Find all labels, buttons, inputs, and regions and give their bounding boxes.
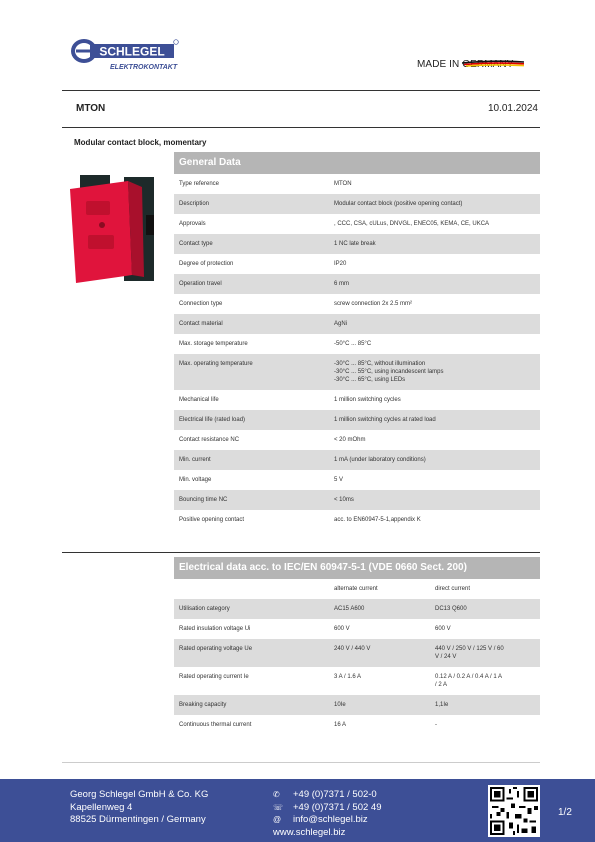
row-value-dc: - (435, 722, 437, 728)
section-divider (62, 552, 540, 553)
fax-icon: ☏ (273, 802, 284, 812)
table-row (174, 430, 540, 450)
product-image (66, 175, 158, 283)
page-number: 1/2 (558, 807, 572, 818)
table-row (174, 599, 540, 619)
doc-subtitle: Modular contact block, momentary (74, 138, 207, 147)
row-value: 1 million switching cycles at rated load (334, 417, 436, 423)
row-value-ac: 16 A (334, 722, 347, 728)
row-label: Continuous thermal current (179, 722, 252, 728)
table-row (174, 410, 540, 430)
general-data-rows (174, 174, 540, 530)
table-row (174, 214, 540, 234)
electrical-data-table (174, 557, 540, 735)
row-label: Bouncing time NC (179, 497, 228, 503)
table-row (174, 450, 540, 470)
row-value: acc. to EN60947-5-1,appendix K (334, 517, 421, 523)
row-label: Type reference (179, 181, 220, 187)
row-value: IP20 (334, 261, 347, 267)
row-label: Electrical life (rated load) (179, 417, 246, 423)
table-row (174, 695, 540, 715)
brand-name: SCHLEGEL (99, 44, 165, 59)
row-label: Max. operating temperature (179, 361, 253, 367)
row-label: Rated operating voltage Ue (179, 646, 253, 652)
doc-date: 10.01.2024 (487, 103, 538, 114)
table-row (174, 234, 540, 254)
table-row (174, 390, 540, 410)
row-label: Min. voltage (179, 477, 212, 483)
table-row (174, 470, 540, 490)
table-row (174, 314, 540, 334)
electrical-data-rows (174, 599, 540, 735)
row-label: Degree of protection (179, 261, 234, 267)
row-label: Description (179, 201, 210, 207)
electrical-data-heading: Electrical data acc. to IEC/EN 60947-5-1 (VDE 0660 Sect. 200) (174, 557, 540, 579)
bottom-divider (62, 762, 540, 763)
footer-contact (273, 789, 381, 839)
row-value: 5 V (334, 477, 344, 483)
general-data-heading: General Data (174, 152, 540, 174)
table-row (174, 274, 540, 294)
table-row (174, 254, 540, 274)
made-in-germany: MADE IN GERMANY (417, 59, 514, 70)
row-label: Approvals (179, 221, 206, 227)
phone-icon: ✆ (273, 790, 280, 799)
company-street: Kapellenweg 4 (70, 801, 133, 813)
row-value: AgNi (334, 321, 348, 327)
title-divider (62, 127, 540, 128)
header-divider (62, 90, 540, 91)
row-label: Rated operating current Ie (179, 674, 249, 680)
table-row (174, 619, 540, 639)
row-label: Contact type (179, 241, 213, 247)
row-label: Contact material (179, 321, 223, 327)
phone-number[interactable]: +49 (0)7371 / 502-0 (293, 789, 377, 800)
website-link[interactable]: www.schlegel.biz (273, 826, 346, 838)
row-label: Positive opening contact (179, 517, 245, 523)
table-row (174, 510, 540, 530)
company-city: 88525 Dürmentingen / Germany (70, 814, 206, 825)
row-label: Mechanical life (179, 397, 219, 403)
table-row (174, 294, 540, 314)
electrical-col-headers (174, 579, 540, 599)
schlegel-logo (70, 38, 180, 72)
row-value-ac: 600 V (334, 626, 350, 632)
row-label: Contact resistance NC (179, 437, 240, 443)
footer-address (70, 789, 208, 827)
qr-code[interactable] (488, 785, 540, 837)
table-row (174, 715, 540, 735)
row-value-dc: DC13 Q600 (435, 606, 467, 612)
row-value: Modular contact block (positive opening contact) (334, 201, 463, 207)
row-label: Utilisation category (179, 606, 230, 612)
row-value: < 10ms (334, 497, 354, 503)
row-value-ac: AC15 A600 (334, 606, 365, 612)
table-row (174, 194, 540, 214)
row-value: MTON (334, 181, 352, 187)
footer (0, 779, 595, 842)
row-value: -50°C ... 85°C (334, 341, 372, 347)
row-value-dc: 440 V / 250 V / 125 V / 60 V / 24 V (435, 646, 504, 660)
table-row (174, 639, 540, 667)
email-link[interactable]: info@schlegel.biz (293, 814, 368, 825)
row-value: , CCC, CSA, cULus, DNVGL, ENEC05, KEMA, CE, UKCA (334, 221, 490, 227)
company-name: Georg Schlegel GmbH & Co. KG (70, 789, 209, 800)
row-value-ac: 3 A / 1.6 A (334, 674, 362, 680)
table-row (174, 174, 540, 194)
col-header-spacer (174, 579, 334, 599)
brand-subtitle: ELEKTROKONTAKT (110, 64, 178, 71)
row-value: 6 mm (334, 281, 349, 287)
row-value-dc: 0.12 A / 0.2 A / 0.4 A / 1 A / 2 A (435, 674, 503, 688)
row-label: Rated insulation voltage Ui (179, 626, 251, 632)
doc-title: MTON (76, 103, 106, 114)
table-row (174, 490, 540, 510)
row-value: 1 million switching cycles (334, 397, 401, 403)
row-label: Operation travel (179, 281, 222, 287)
row-value-dc: 1,1Ie (435, 702, 449, 708)
row-value: 1 mA (under laboratory conditions) (334, 457, 426, 463)
email-icon: @ (273, 815, 282, 824)
col-header-dc: direct current (435, 586, 471, 592)
row-value: 1 NC late break (334, 241, 376, 247)
german-flag-swoosh (462, 60, 524, 67)
table-row (174, 354, 540, 390)
table-row (174, 667, 540, 695)
row-label: Breaking capacity (179, 702, 227, 708)
row-value-ac: 240 V / 440 V (334, 646, 371, 652)
row-label: Max. storage temperature (179, 341, 248, 347)
general-data-table (174, 152, 540, 530)
row-value: < 20 mOhm (334, 437, 366, 443)
table-row (174, 334, 540, 354)
fax-number[interactable]: +49 (0)7371 / 502 49 (293, 801, 382, 813)
row-value-dc: 600 V (435, 626, 451, 632)
col-header-ac: alternate current (334, 586, 378, 592)
row-value-ac: 10Ie (334, 702, 346, 708)
row-label: Connection type (179, 301, 223, 307)
row-value: screw connection 2x 2.5 mm² (334, 301, 413, 307)
row-value: -30°C ... 85°C, without illumination -30°C ... 55°C, using incandescent lamps -30°C ... 65°C, using LEDs (334, 361, 444, 383)
row-label: Min. current (179, 457, 211, 463)
